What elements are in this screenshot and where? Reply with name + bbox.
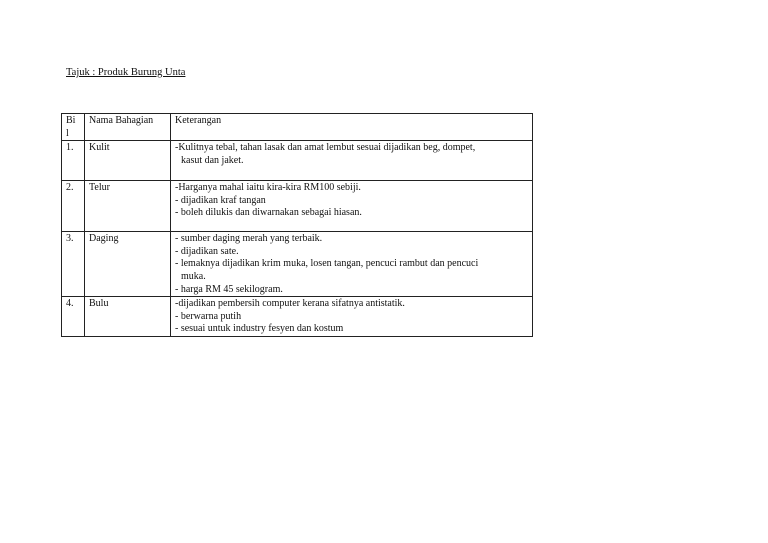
part-description [171,141,533,181]
description-line: - dijadikan kraf tangan [175,194,266,206]
description-line: - dijadikan sate. [175,245,239,257]
part-name: Kulit [85,141,171,181]
header-bil [62,114,85,141]
part-description [171,297,533,337]
description-line: - lemaknya dijadikan krim muka, losen tangan, pencuci rambut dan pencuci [175,258,479,270]
header-bil-label: Bil [66,115,76,139]
description-line: -Harganya mahal iaitu kira-kira RM100 sebiji. [175,182,361,194]
description-line: - sesuai untuk industry fesyen dan kostum [175,323,344,335]
row-number: 1. [62,141,85,181]
product-parts-table [61,113,533,337]
table-row [62,232,533,297]
table-row [62,297,533,337]
header-name: Nama Bahagian [85,114,171,141]
description-line: -Kulitnya tebal, tahan lasak dan amat lembut sesuai dijadikan beg, dompet, [175,142,476,154]
table-row [62,141,533,181]
part-description [171,181,533,232]
part-name: Bulu [85,297,171,337]
description-line: - harga RM 45 sekilogram. [175,283,283,295]
header-description: Keterangan [171,114,533,141]
row-number: 2. [62,181,85,232]
description-line: - boleh dilukis dan diwarnakan sebagai hiasan. [175,207,362,219]
part-name: Telur [85,181,171,232]
description-line: kasut dan jaket. [181,154,244,166]
row-number: 4. [62,297,85,337]
description-line: - berwarna putih [175,310,242,322]
page-title: Tajuk : Produk Burung Unta [66,67,186,78]
description-line: -dijadikan pembersih computer kerana sifatnya antistatik. [175,298,405,310]
part-description [171,232,533,297]
description-line: muka. [181,270,206,282]
row-number: 3. [62,232,85,297]
table-row [62,181,533,232]
table-header-row [62,114,533,141]
part-name: Daging [85,232,171,297]
description-line: - sumber daging merah yang terbaik. [175,233,323,245]
